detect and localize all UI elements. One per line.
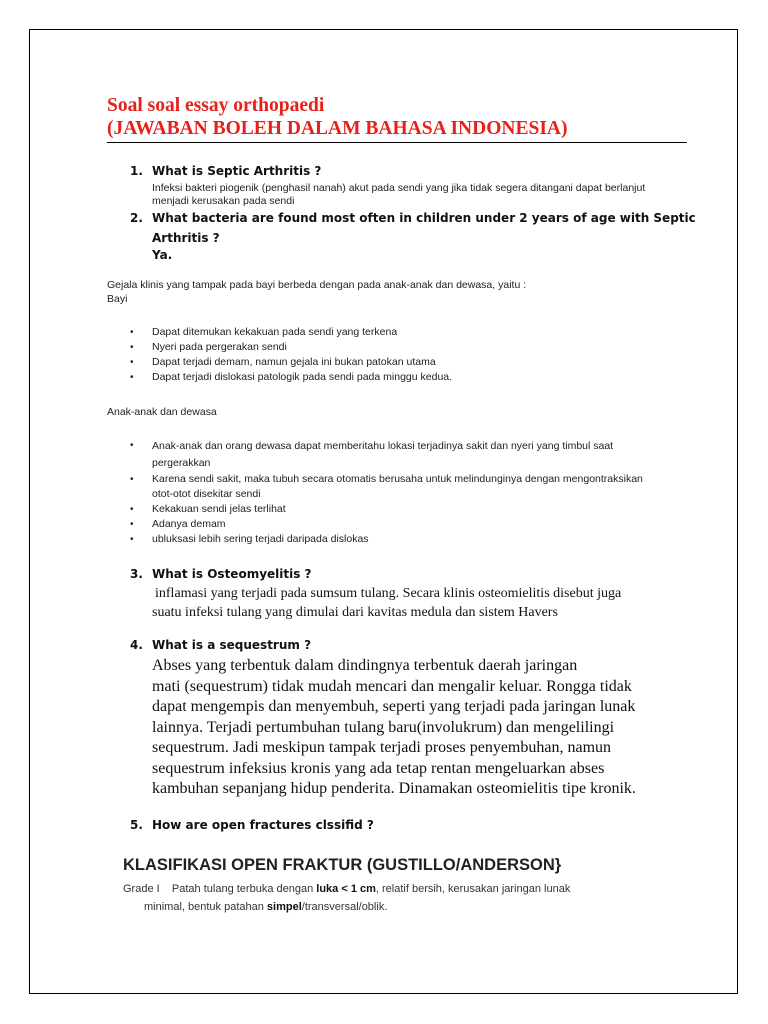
list-item: • Adanya demam	[130, 518, 226, 530]
question-1-number: 1.	[130, 164, 143, 178]
grade-bold-text: luka < 1 cm	[316, 883, 376, 895]
bayi-label: Bayi	[107, 293, 128, 305]
list-item: • Anak-anak dan orang dewasa dapat memberitahu lokasi terjadinya sakit dan nyeri yang timbul saat	[130, 440, 614, 452]
grade-text: , relatif bersih, kerusakan jaringan lunak	[375, 883, 571, 895]
anak-label: Anak-anak dan dewasa	[107, 406, 217, 418]
answer-3-line-2: suatu infeksi tulang yang dimulai dari kavitas medula dan sistem Havers	[152, 605, 558, 620]
answer-4-line: lainnya. Terjadi pertumbuhan tulang baru(involukrum) dan mengelilingi	[152, 718, 615, 736]
question-1-text: What is Septic Arthritis ?	[152, 164, 322, 178]
grade-label: Grade I	[123, 883, 160, 895]
question-5-number: 5.	[130, 818, 143, 832]
document-title	[107, 94, 687, 140]
list-item: • Dapat ditemukan kekakuan pada sendi yang terkena	[130, 326, 398, 338]
answer-4-line: mati (sequestrum) tidak mudah mencari dan mengalir keluar. Rongga tidak	[152, 677, 632, 695]
bayi-list	[130, 325, 453, 385]
grade-text: minimal, bentuk patahan	[144, 901, 264, 913]
list-item: • Nyeri pada pergerakan sendi	[130, 341, 287, 353]
list-item: • Kekakuan sendi jelas terlihat	[130, 503, 286, 515]
answer-1-line-2: menjadi kerusakan pada sendi	[152, 195, 295, 207]
gejala-intro: Gejala klinis yang tampak pada bayi berbeda dengan pada anak-anak dan dewasa, yaitu :	[107, 279, 527, 291]
question-2	[130, 211, 696, 225]
list-item: • Dapat terjadi dislokasi patologik pada sendi pada minggu kedua.	[130, 371, 453, 383]
answer-4-line: kambuhan sepanjang hidup penderita. Dinamakan osteomielitis tipe kronik.	[152, 780, 636, 797]
title-line-1: Soal soal essay orthopaedi	[107, 95, 325, 116]
list-item: • Karena sendi sakit, maka tubuh secara otomatis berusaha untuk melindunginya dengan mengontraksikan	[130, 473, 643, 485]
question-3-number: 3.	[130, 567, 143, 581]
question-2-text-line-2: Arthritis ?	[152, 231, 220, 245]
list-item-continuation: otot-otot disekitar sendi	[152, 488, 261, 500]
question-3-text: What is Osteomyelitis ?	[152, 567, 312, 581]
question-2-text-line-1: What bacteria are found most often in children under 2 years of age with Septic	[152, 211, 696, 225]
answer-1-line-1: Infeksi bakteri piogenik (penghasil nanah) akut pada sendi yang jika tidak segera ditangani dapat berlanjut	[152, 182, 646, 194]
grade-text: Patah tulang terbuka dengan	[171, 883, 314, 895]
grade-1-description	[123, 880, 686, 916]
title-divider	[107, 142, 687, 143]
grade-text: /transversal/oblik.	[301, 901, 388, 913]
title-line-2: (JAWABAN BOLEH DALAM BAHASA INDONESIA)	[107, 118, 568, 139]
grade-bold-text: simpel	[266, 901, 302, 913]
klasifikasi-heading: KLASIFIKASI OPEN FRAKTUR (GUSTILLO/ANDERSON}	[123, 856, 562, 874]
list-item-continuation: pergerakkan	[152, 457, 211, 469]
answer-4	[152, 656, 636, 800]
question-4	[130, 638, 311, 652]
answer-4-line: sequestrum. Jadi meskipun tampak terjadi proses penyembuhan, namun	[152, 739, 612, 756]
question-2-number: 2.	[130, 211, 143, 225]
question-4-text: What is a sequestrum ?	[152, 638, 312, 652]
answer-4-line: Abses yang terbentuk dalam dindingnya terbentuk daerah jaringan	[152, 657, 578, 674]
question-5	[130, 818, 374, 832]
anak-list	[130, 438, 643, 547]
list-item: • Dapat terjadi demam, namun gejala ini bukan patokan utama	[130, 356, 436, 368]
question-1	[130, 164, 321, 178]
question-3	[130, 567, 312, 581]
answer-2: Ya.	[152, 248, 173, 262]
list-item: • ubluksasi lebih sering terjadi daripada dislokas	[130, 533, 369, 545]
question-4-number: 4.	[130, 638, 143, 652]
answer-3-line-1: inflamasi yang terjadi pada sumsum tulang. Secara klinis osteomielitis disebut juga	[155, 586, 622, 601]
question-5-text: How are open fractures clssifid ?	[152, 818, 374, 832]
answer-4-line: sequestrum infeksius kronis yang ada tetap rentan mengeluarkan abses	[152, 759, 605, 777]
answer-4-line: dapat mengempis dan menyembuh, seperti yang terjadi pada jaringan lunak	[152, 698, 636, 715]
